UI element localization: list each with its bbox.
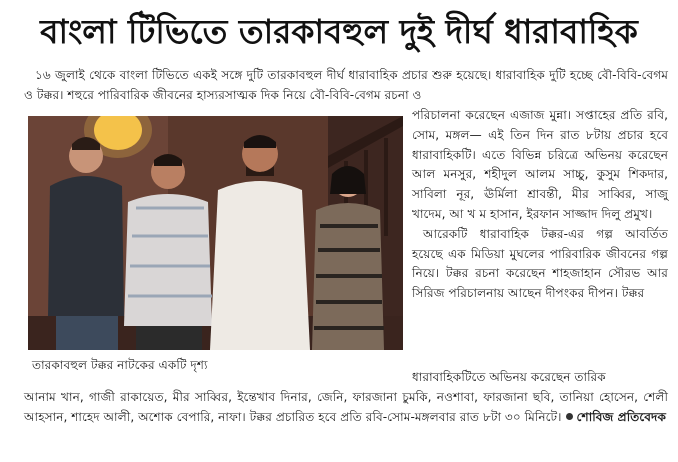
photo-caption: তারকাবহুল টক্কর নাটকের একটি দৃশ্য (32, 358, 208, 372)
bullet-icon (566, 413, 573, 420)
column-paragraph-1: পরিচালনা করেছেন এজাজ মুন্না। সপ্তাহের প্রতি রবি, সোম, মঙ্গল— এই তিন দিন রাত ৮টায় প্রচার হবে ধারাবাহিকটি। এতে বিভিন্ন চরিত্রে অভিনয় করেছেন আল মনসুর, শহীদুল আলম সাচ্চু, কুসুম শিকদার, সাবিলা নূর, ঊর্মিলা শ্রাবন্তী, মীর সাব্বির, সাজু খাদেম, আ খ ম হাসান, ইরফান সাজ্জাদ দিলু প্রমুখ। (412, 108, 668, 221)
column-paragraph-2: আরেকটি ধারাবাহিক টক্কর-এর গল্প আবর্তিত হয়েছে এক মিডিয়া মুঘলের পারিবারিক জীবনের গল্প নিয়ে। টক্কর রচনা করেছেন শাহজাহান সৌরভ আর সিরিজ পরিচালনায় আছেন দীপংকর দীপন। টক্কর (412, 226, 668, 301)
headline: বাংলা টিভিতে তারকাবহুল দুই দীর্ঘ ধারাবাহিক (40, 12, 638, 51)
byline: শোবিজ প্রতিবেদক (576, 409, 666, 424)
article-photo (28, 116, 403, 350)
right-column (412, 106, 668, 304)
bottom-paragraph-text: আনাম খান, গাজী রাকায়েত, মীর সাব্বির, ইন্তেখাব দিনার, জেনি, ফারজানা চুমকি, নওশাবা, ফারজানা ছবি, তানিয়া হোসেন, শেলী আহসান, শাহেদ আলী, অশোক বেপারি, নাফা। টক্কর প্রচারিত হবে প্রতি রবি-সোম-মঙ্গলবার রাত ৮টা ৩০ মিনিটে। (24, 389, 668, 424)
intro-paragraph: ১৬ জুলাই থেকে বাংলা টিভিতে একই সঙ্গে দুটি তারকাবহুল দীর্ঘ ধারাবাহিক প্রচার শুরু হয়েছে। ধারাবাহিক দুটি হচ্ছে বৌ-বিবি-বেগম ও টক্কর। শহুরে পারিবারিক জীবনের হাস্যরসাত্মক দিক নিয়ে বৌ-বিবি-বেগম রচনা ও (24, 68, 668, 102)
bottom-paragraph-line1: ধারাবাহিকটিতে অভিনয় করেছেন তারিক (412, 370, 606, 384)
bottom-text-block (24, 368, 668, 427)
cast-photo-illustration (28, 116, 403, 350)
bottom-paragraph (24, 388, 668, 428)
